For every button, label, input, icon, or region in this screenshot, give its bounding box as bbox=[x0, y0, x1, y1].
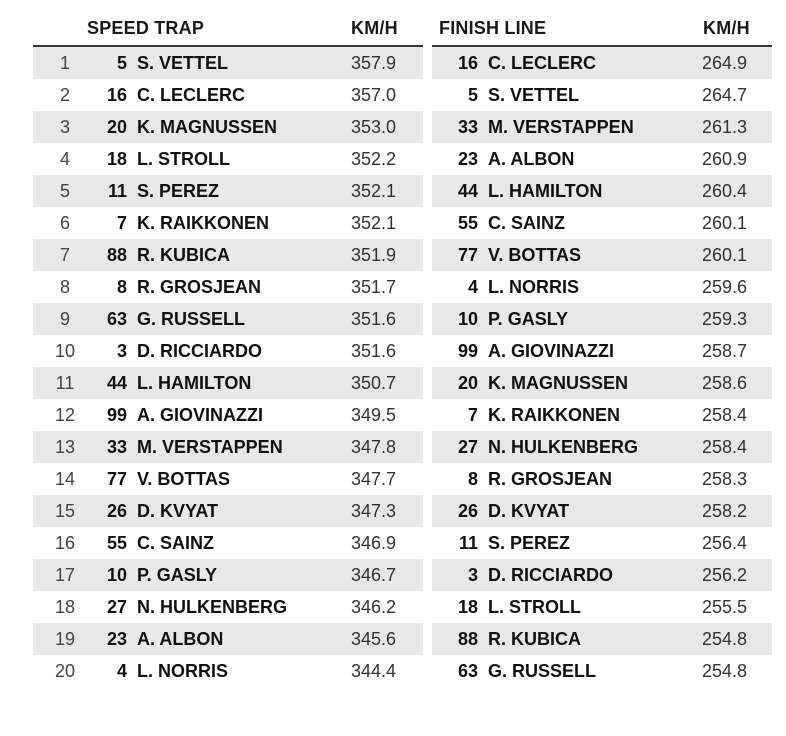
finish-line-table bbox=[432, 47, 772, 687]
speed-cell: 256.4 bbox=[702, 533, 748, 553]
speed-cell: 258.4 bbox=[702, 437, 748, 457]
speed-trap-unit: KM/H bbox=[351, 18, 398, 38]
driver-name-cell: L. STROLL bbox=[488, 597, 581, 617]
speed-cell: 351.6 bbox=[351, 309, 397, 329]
car-number-cell: 88 bbox=[106, 245, 127, 265]
driver-name-cell: K. MAGNUSSEN bbox=[137, 117, 278, 137]
driver-name-cell: V. BOTTAS bbox=[137, 469, 231, 489]
speed-cell: 352.2 bbox=[351, 149, 397, 169]
driver-name-cell: S. PEREZ bbox=[137, 181, 220, 201]
speed-cell: 264.7 bbox=[702, 85, 748, 105]
driver-name-cell: K. MAGNUSSEN bbox=[488, 373, 629, 393]
car-number-cell: 5 bbox=[116, 53, 127, 73]
driver-name-cell: G. RUSSELL bbox=[137, 309, 246, 329]
speed-trap-row bbox=[33, 655, 423, 687]
car-number-cell: 33 bbox=[457, 117, 478, 137]
car-number-cell: 4 bbox=[116, 661, 127, 681]
speed-cell: 264.9 bbox=[702, 53, 748, 73]
driver-name-cell: A. GIOVINAZZI bbox=[137, 405, 263, 425]
position-cell: 4 bbox=[59, 149, 70, 169]
speed-cell: 258.4 bbox=[702, 405, 748, 425]
speed-cell: 254.8 bbox=[702, 661, 748, 681]
car-number-cell: 3 bbox=[116, 341, 127, 361]
speed-cell: 352.1 bbox=[351, 181, 397, 201]
speed-trap-row bbox=[33, 559, 423, 591]
driver-name-cell: P. GASLY bbox=[488, 309, 569, 329]
car-number-cell: 23 bbox=[457, 149, 478, 169]
driver-name-cell: C. SAINZ bbox=[488, 213, 566, 233]
speed-cell: 260.1 bbox=[702, 213, 748, 233]
speed-cell: 351.9 bbox=[351, 245, 397, 265]
driver-name-cell: K. RAIKKONEN bbox=[137, 213, 270, 233]
speed-cell: 258.6 bbox=[702, 373, 748, 393]
finish-line-row bbox=[432, 527, 772, 559]
speed-cell: 345.6 bbox=[351, 629, 397, 649]
car-number-cell: 27 bbox=[106, 597, 127, 617]
car-number-cell: 11 bbox=[458, 533, 478, 553]
speed-cell: 256.2 bbox=[702, 565, 748, 585]
driver-name-cell: M. VERSTAPPEN bbox=[488, 117, 634, 137]
finish-line-row bbox=[432, 623, 772, 655]
position-cell: 19 bbox=[54, 629, 76, 649]
speed-cell: 357.9 bbox=[351, 53, 397, 73]
car-number-cell: 63 bbox=[106, 309, 127, 329]
driver-name-cell: N. HULKENBERG bbox=[488, 437, 639, 457]
car-number-cell: 44 bbox=[457, 181, 478, 201]
speed-cell: 347.8 bbox=[351, 437, 397, 457]
speed-trap-row bbox=[33, 367, 423, 399]
driver-name-cell: L. HAMILTON bbox=[488, 181, 603, 201]
driver-name-cell: M. VERSTAPPEN bbox=[137, 437, 283, 457]
driver-name-cell: P. GASLY bbox=[137, 565, 218, 585]
finish-line-row bbox=[432, 239, 772, 271]
speed-cell: 255.5 bbox=[702, 597, 748, 617]
car-number-cell: 16 bbox=[457, 53, 478, 73]
finish-line-row bbox=[432, 47, 772, 79]
finish-line-row bbox=[432, 463, 772, 495]
driver-name-cell: S. VETTEL bbox=[137, 53, 229, 73]
speed-cell: 346.2 bbox=[351, 597, 397, 617]
position-cell: 18 bbox=[54, 597, 76, 617]
speed-cell: 260.9 bbox=[702, 149, 748, 169]
speed-cell: 260.4 bbox=[702, 181, 748, 201]
driver-name-cell: S. PEREZ bbox=[488, 533, 571, 553]
speed-cell: 259.3 bbox=[702, 309, 748, 329]
position-cell: 6 bbox=[59, 213, 70, 233]
finish-line-row bbox=[432, 591, 772, 623]
car-number-cell: 33 bbox=[106, 437, 127, 457]
finish-line-unit: KM/H bbox=[703, 18, 750, 38]
speed-cell: 353.0 bbox=[351, 117, 397, 137]
position-cell: 9 bbox=[59, 309, 70, 329]
speed-trap-row bbox=[33, 527, 423, 559]
speed-cell: 347.3 bbox=[351, 501, 397, 521]
speed-cell: 258.2 bbox=[702, 501, 748, 521]
speed-trap-row bbox=[33, 591, 423, 623]
finish-line-row bbox=[432, 271, 772, 303]
car-number-cell: 44 bbox=[106, 373, 127, 393]
speed-trap-row bbox=[33, 623, 423, 655]
car-number-cell: 55 bbox=[106, 533, 127, 553]
finish-line-row bbox=[432, 655, 772, 687]
speed-trap-row bbox=[33, 79, 423, 111]
driver-name-cell: S. VETTEL bbox=[488, 85, 580, 105]
driver-name-cell: R. KUBICA bbox=[488, 629, 581, 649]
car-number-cell: 8 bbox=[467, 469, 478, 489]
finish-line-row bbox=[432, 207, 772, 239]
driver-name-cell: L. NORRIS bbox=[137, 661, 229, 681]
driver-name-cell: R. GROSJEAN bbox=[137, 277, 262, 297]
speed-cell: 344.4 bbox=[351, 661, 397, 681]
car-number-cell: 3 bbox=[467, 565, 478, 585]
driver-name-cell: C. LECLERC bbox=[488, 53, 596, 73]
car-number-cell: 26 bbox=[457, 501, 478, 521]
driver-name-cell: L. NORRIS bbox=[488, 277, 580, 297]
speed-cell: 347.7 bbox=[351, 469, 397, 489]
car-number-cell: 10 bbox=[106, 565, 127, 585]
car-number-cell: 18 bbox=[106, 149, 127, 169]
speed-trap-row bbox=[33, 239, 423, 271]
speed-trap-row bbox=[33, 207, 423, 239]
position-cell: 15 bbox=[54, 501, 76, 521]
car-number-cell: 99 bbox=[457, 341, 478, 361]
finish-line-row bbox=[432, 431, 772, 463]
driver-name-cell: L. STROLL bbox=[137, 149, 230, 169]
car-number-cell: 5 bbox=[467, 85, 478, 105]
position-cell: 3 bbox=[59, 117, 70, 137]
car-number-cell: 23 bbox=[106, 629, 127, 649]
finish-line-row bbox=[432, 399, 772, 431]
speed-cell: 258.7 bbox=[702, 341, 748, 361]
car-number-cell: 8 bbox=[116, 277, 127, 297]
car-number-cell: 7 bbox=[467, 405, 478, 425]
driver-name-cell: A. ALBON bbox=[137, 629, 224, 649]
speed-trap-row bbox=[33, 495, 423, 527]
position-cell: 5 bbox=[59, 181, 70, 201]
speed-cell: 259.6 bbox=[702, 277, 748, 297]
finish-line-row bbox=[432, 367, 772, 399]
position-cell: 13 bbox=[54, 437, 76, 457]
position-cell: 7 bbox=[59, 245, 70, 265]
finish-line-row bbox=[432, 495, 772, 527]
driver-name-cell: N. HULKENBERG bbox=[137, 597, 288, 617]
speed-trap-row bbox=[33, 335, 423, 367]
speed-cell: 254.8 bbox=[702, 629, 748, 649]
driver-name-cell: A. GIOVINAZZI bbox=[488, 341, 614, 361]
finish-line-row bbox=[432, 175, 772, 207]
driver-name-cell: K. RAIKKONEN bbox=[488, 405, 621, 425]
car-number-cell: 26 bbox=[106, 501, 127, 521]
speed-cell: 351.6 bbox=[351, 341, 397, 361]
speed-cell: 349.5 bbox=[351, 405, 397, 425]
driver-name-cell: C. LECLERC bbox=[137, 85, 245, 105]
speed-cell: 352.1 bbox=[351, 213, 397, 233]
position-cell: 2 bbox=[59, 85, 70, 105]
finish-line-row bbox=[432, 111, 772, 143]
speed-trap-row bbox=[33, 111, 423, 143]
driver-name-cell: V. BOTTAS bbox=[488, 245, 582, 265]
car-number-cell: 88 bbox=[457, 629, 478, 649]
position-cell: 11 bbox=[55, 373, 75, 393]
finish-line-title: FINISH LINE bbox=[439, 18, 547, 38]
driver-name-cell: D. RICCIARDO bbox=[488, 565, 613, 585]
position-cell: 20 bbox=[54, 661, 76, 681]
speed-trap-row bbox=[33, 399, 423, 431]
driver-name-cell: A. ALBON bbox=[488, 149, 575, 169]
car-number-cell: 20 bbox=[106, 117, 127, 137]
speed-cell: 350.7 bbox=[351, 373, 397, 393]
driver-name-cell: G. RUSSELL bbox=[488, 661, 597, 681]
speed-cell: 260.1 bbox=[702, 245, 748, 265]
finish-line-row bbox=[432, 303, 772, 335]
speed-trap-row bbox=[33, 143, 423, 175]
speed-trap-row bbox=[33, 431, 423, 463]
car-number-cell: 77 bbox=[106, 469, 127, 489]
position-cell: 10 bbox=[54, 341, 76, 361]
speed-trap-row bbox=[33, 47, 423, 79]
speed-cell: 261.3 bbox=[702, 117, 748, 137]
finish-line-row bbox=[432, 559, 772, 591]
car-number-cell: 11 bbox=[107, 181, 127, 201]
speed-trap-row bbox=[33, 463, 423, 495]
speed-trap-title: SPEED TRAP bbox=[87, 18, 205, 38]
car-number-cell: 63 bbox=[457, 661, 478, 681]
position-cell: 14 bbox=[54, 469, 76, 489]
car-number-cell: 16 bbox=[106, 85, 127, 105]
car-number-cell: 7 bbox=[116, 213, 127, 233]
speed-trap-row bbox=[33, 303, 423, 335]
driver-name-cell: D. KVYAT bbox=[488, 501, 570, 521]
driver-name-cell: R. KUBICA bbox=[137, 245, 230, 265]
speed-trap-row bbox=[33, 271, 423, 303]
speed-trap-row bbox=[33, 175, 423, 207]
speed-cell: 346.9 bbox=[351, 533, 397, 553]
speed-cell: 346.7 bbox=[351, 565, 397, 585]
finish-line-row bbox=[432, 143, 772, 175]
position-cell: 8 bbox=[59, 277, 70, 297]
finish-line-row bbox=[432, 79, 772, 111]
speed-cell: 357.0 bbox=[351, 85, 397, 105]
car-number-cell: 10 bbox=[457, 309, 478, 329]
driver-name-cell: L. HAMILTON bbox=[137, 373, 252, 393]
position-cell: 16 bbox=[54, 533, 76, 553]
car-number-cell: 18 bbox=[457, 597, 478, 617]
car-number-cell: 99 bbox=[106, 405, 127, 425]
speed-cell: 351.7 bbox=[351, 277, 397, 297]
position-cell: 1 bbox=[59, 53, 70, 73]
finish-line-row bbox=[432, 335, 772, 367]
car-number-cell: 77 bbox=[457, 245, 478, 265]
driver-name-cell: R. GROSJEAN bbox=[488, 469, 613, 489]
car-number-cell: 27 bbox=[457, 437, 478, 457]
driver-name-cell: C. SAINZ bbox=[137, 533, 215, 553]
position-cell: 12 bbox=[54, 405, 76, 425]
car-number-cell: 4 bbox=[467, 277, 478, 297]
car-number-cell: 20 bbox=[457, 373, 478, 393]
position-cell: 17 bbox=[54, 565, 76, 585]
driver-name-cell: D. RICCIARDO bbox=[137, 341, 262, 361]
car-number-cell: 55 bbox=[457, 213, 478, 233]
speed-trap-table bbox=[33, 47, 423, 687]
speed-cell: 258.3 bbox=[702, 469, 748, 489]
driver-name-cell: D. KVYAT bbox=[137, 501, 219, 521]
